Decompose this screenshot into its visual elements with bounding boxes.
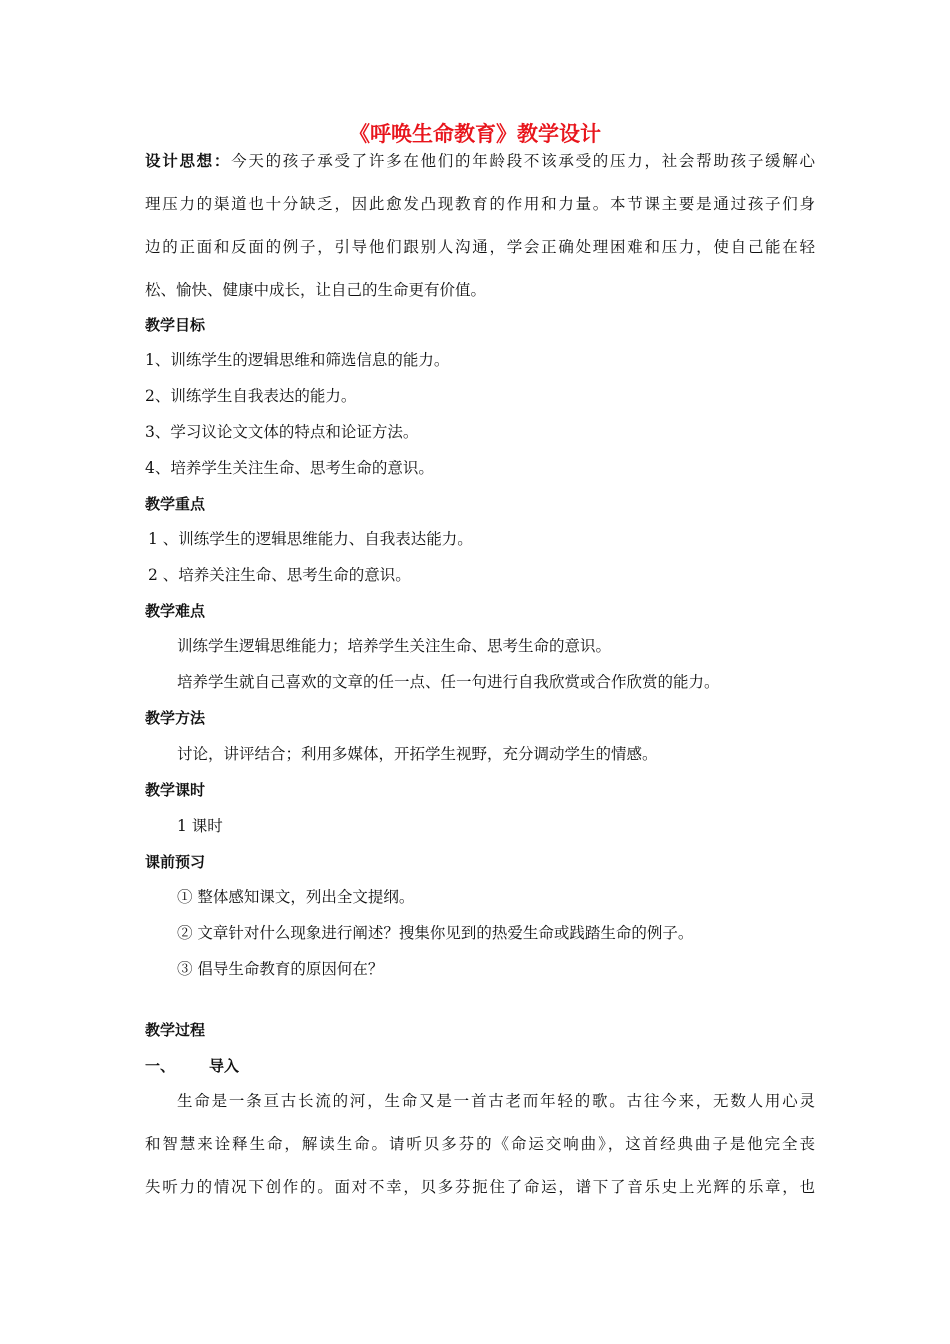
hours-heading: 教学课时 bbox=[145, 781, 206, 799]
key-points-heading: 教学重点 bbox=[145, 495, 206, 513]
methods-text: 讨论，讲评结合；利用多媒体，开拓学生视野，充分调动学生的情感。 bbox=[177, 745, 658, 763]
goal-item-1: 1、训练学生的逻辑思维和筛选信息的能力。 bbox=[145, 351, 450, 369]
hours-text: 1 课时 bbox=[177, 817, 223, 835]
section-title: 导入 bbox=[209, 1057, 240, 1075]
intro-line-2: 和智慧来诠释生命，解读生命。请听贝多芬的《命运交响曲》，这首经典曲子是他完全丧 bbox=[145, 1135, 815, 1153]
goal-item-3: 3、学习议论文文体的特点和论证方法。 bbox=[145, 423, 419, 441]
document-title: 《呼唤生命教育》教学设计 bbox=[349, 122, 601, 146]
key-point-item-1: 1 、训练学生的逻辑思维能力、自我表达能力。 bbox=[148, 530, 473, 548]
design-line-1 bbox=[145, 150, 815, 172]
intro-line-3: 失听力的情况下创作的。面对不幸，贝多芬扼住了命运，谱下了音乐史上光辉的乐章，也 bbox=[145, 1178, 815, 1196]
goal-item-4: 4、培养学生关注生命、思考生命的意识。 bbox=[145, 459, 434, 477]
preview-item-2: ② 文章针对什么现象进行阐述？搜集你见到的热爱生命或践踏生命的例子。 bbox=[177, 924, 694, 942]
design-line-2: 理压力的渠道也十分缺乏，因此愈发凸现教育的作用和力量。本节课主要是通过孩子们身 bbox=[145, 195, 815, 213]
section-number: 一、 bbox=[145, 1057, 176, 1075]
process-heading: 教学过程 bbox=[145, 1021, 206, 1039]
preview-heading: 课前预习 bbox=[145, 853, 206, 871]
design-line-3: 边的正面和反面的例子，引导他们跟别人沟通，学会正确处理困难和压力，使自己能在轻 bbox=[145, 238, 815, 256]
preview-item-3: ③ 倡导生命教育的原因何在？ bbox=[177, 960, 384, 978]
goals-heading: 教学目标 bbox=[145, 316, 206, 334]
difficulties-heading: 教学难点 bbox=[145, 602, 206, 620]
intro-line-1: 生命是一条亘古长流的河，生命又是一首古老而年轻的歌。古往今来，无数人用心灵 bbox=[177, 1092, 815, 1110]
goal-item-2: 2、训练学生自我表达的能力。 bbox=[145, 387, 357, 405]
process-section-1 bbox=[145, 1055, 815, 1077]
difficulty-item-2: 培养学生就自己喜欢的文章的任一点、任一句进行自我欣赏或合作欣赏的能力。 bbox=[177, 673, 720, 691]
key-point-item-2: 2 、培养关注生命、思考生命的意识。 bbox=[148, 566, 411, 584]
preview-item-1: ① 整体感知课文，列出全文提纲。 bbox=[177, 888, 415, 906]
design-label: 设计思想： bbox=[145, 152, 232, 170]
methods-heading: 教学方法 bbox=[145, 709, 206, 727]
design-line-4: 松、愉快、健康中成长，让自己的生命更有价值。 bbox=[145, 281, 487, 299]
design-text-1: 今天的孩子承受了许多在他们的年龄段不该承受的压力，社会帮助孩子缓解心 bbox=[231, 152, 815, 170]
difficulty-item-1: 训练学生逻辑思维能力；培养学生关注生命、思考生命的意识。 bbox=[177, 637, 612, 655]
